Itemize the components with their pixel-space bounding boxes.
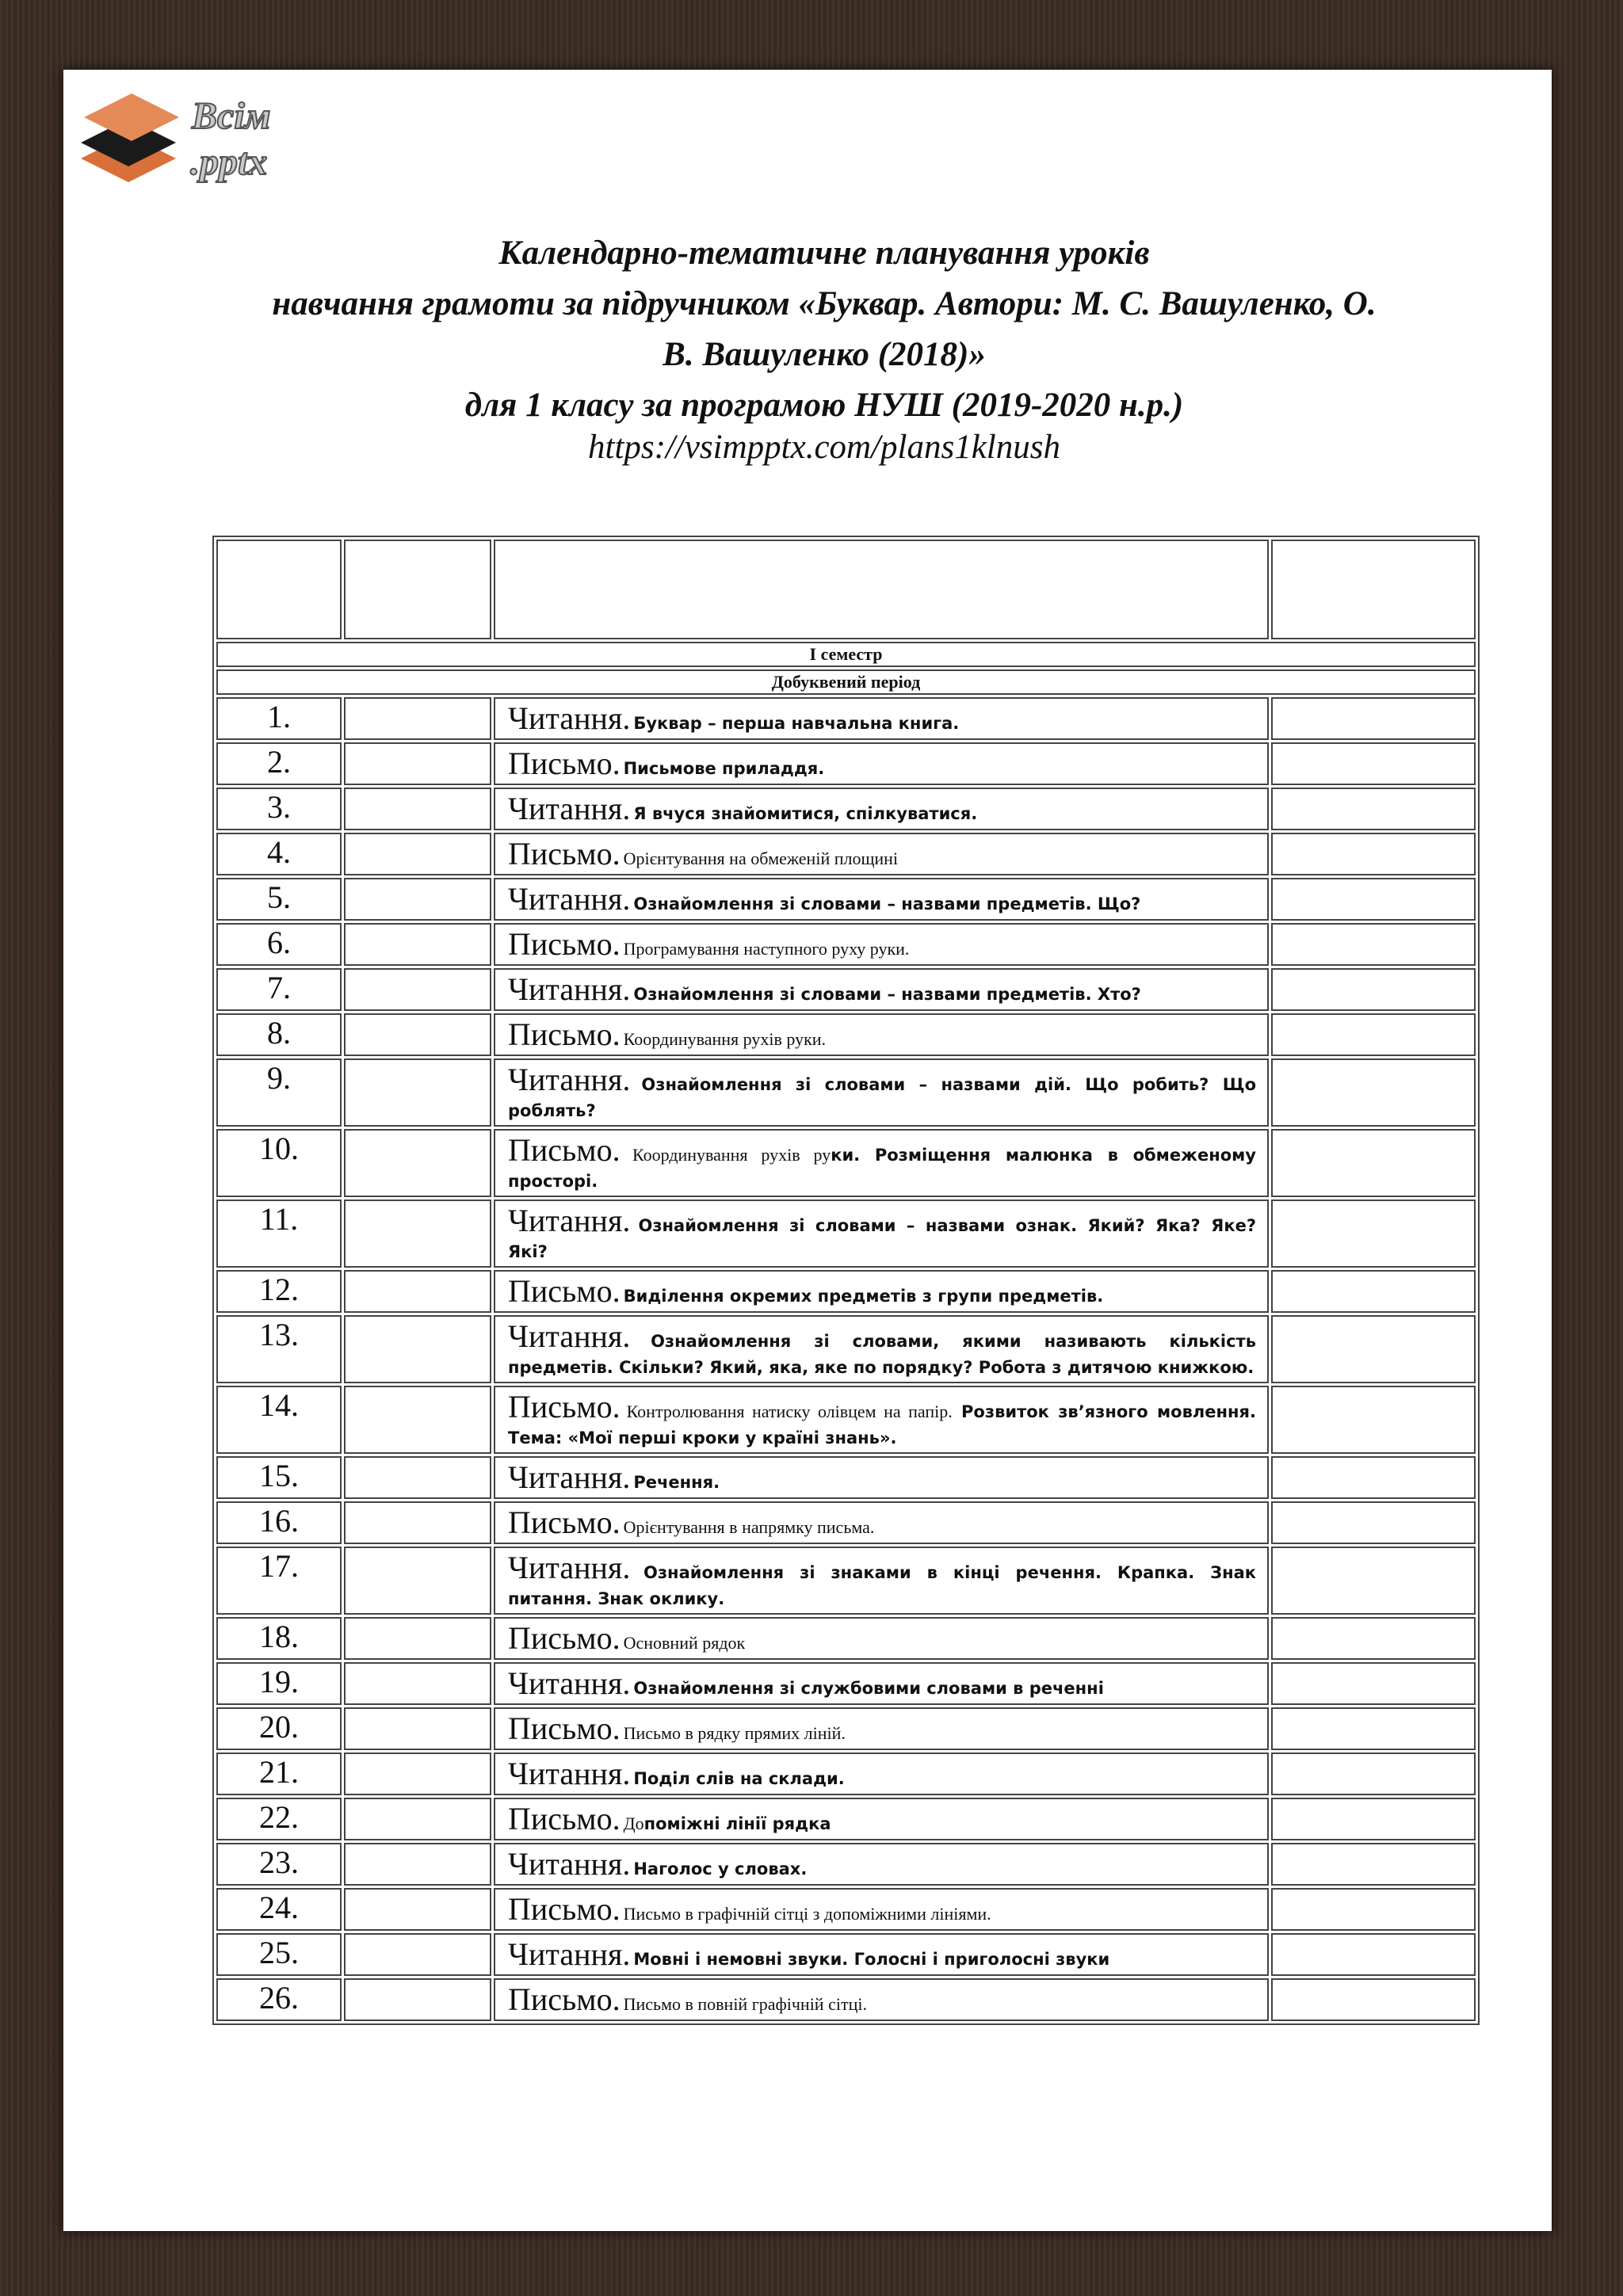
lesson-description: Я вчуся знайомитися, спілкуватися. [633, 804, 978, 823]
lesson-note [1271, 1456, 1476, 1499]
logo-text-line1: Всім [192, 95, 271, 137]
lesson-description: Координування рухів руки. [623, 1029, 827, 1049]
lesson-topic [494, 1617, 1269, 1660]
lesson-note [1271, 1315, 1476, 1383]
lesson-number: 2. [216, 742, 342, 785]
lesson-number: 3. [216, 788, 342, 830]
lesson-number: 12. [216, 1270, 342, 1313]
lesson-date [344, 878, 491, 921]
table-row [216, 1798, 1476, 1840]
lesson-topic [494, 1888, 1269, 1931]
header-cell-note [1271, 540, 1476, 639]
table-row [216, 1753, 1476, 1795]
lesson-number: 9. [216, 1058, 342, 1127]
lesson-description: поміжні лінії рядка [643, 1814, 831, 1833]
table-row [216, 1843, 1476, 1886]
lesson-topic [494, 1662, 1269, 1705]
lesson-number: 17. [216, 1547, 342, 1615]
table-row [216, 1662, 1476, 1705]
lesson-note [1271, 968, 1476, 1011]
lesson-number: 22. [216, 1798, 342, 1840]
lesson-number: 6. [216, 923, 342, 966]
lesson-topic [494, 1547, 1269, 1615]
semester-label: I семестр [216, 642, 1476, 667]
lesson-topic [494, 1013, 1269, 1056]
lesson-date [344, 1662, 491, 1705]
lesson-kind: Читання. [508, 1062, 631, 1097]
lesson-topic [494, 1058, 1269, 1127]
lesson-topic [494, 1843, 1269, 1886]
lesson-date [344, 1547, 491, 1615]
lesson-date [344, 1129, 491, 1197]
lesson-description: Орієнтування в напрямку письма. [623, 1517, 875, 1537]
lesson-kind: Письмо. [508, 1273, 621, 1309]
lesson-kind: Читання. [508, 1665, 631, 1701]
lesson-description: Контролювання натиску олівцем на папір. [626, 1402, 953, 1421]
lesson-number: 1. [216, 697, 342, 740]
lesson-note [1271, 1501, 1476, 1544]
source-url: https://vsimpptx.com/plans1klnush [588, 429, 1060, 466]
lesson-date [344, 1270, 491, 1313]
lesson-kind: Читання. [508, 1318, 631, 1354]
lesson-date [344, 1707, 491, 1750]
lesson-date [344, 923, 491, 966]
lesson-date [344, 1199, 491, 1268]
lesson-note [1271, 1798, 1476, 1840]
lesson-topic [494, 1315, 1269, 1383]
lesson-date [344, 788, 491, 830]
lesson-date [344, 1013, 491, 1056]
lesson-kind: Читання. [508, 1550, 631, 1585]
lesson-kind: Читання. [508, 791, 631, 826]
lesson-description: Письмо в повній графічній сітці. [623, 1994, 867, 2014]
lesson-number: 11. [216, 1199, 342, 1268]
lesson-topic [494, 1456, 1269, 1499]
lesson-number: 8. [216, 1013, 342, 1056]
lesson-description: ки. Розміщення малюнка в обмеженому просторі. [508, 1146, 1256, 1191]
lesson-date [344, 1058, 491, 1127]
lesson-number: 26. [216, 1978, 342, 2021]
lesson-topic [494, 1933, 1269, 1976]
table-row [216, 697, 1476, 740]
lesson-date [344, 1753, 491, 1795]
lesson-kind: Читання. [508, 1846, 631, 1882]
table-row [216, 878, 1476, 921]
lesson-number: 21. [216, 1753, 342, 1795]
lesson-number: 7. [216, 968, 342, 1011]
period-label: Добуквений період [216, 669, 1476, 695]
lesson-number: 13. [216, 1315, 342, 1383]
lesson-date [344, 1933, 491, 1976]
lesson-topic [494, 1386, 1269, 1454]
lesson-note [1271, 923, 1476, 966]
lesson-date [344, 1888, 491, 1931]
lesson-kind: Читання. [508, 971, 631, 1007]
lesson-kind: Читання. [508, 1756, 631, 1791]
lesson-topic [494, 788, 1269, 830]
lesson-description: Орієнтування на обмеженій площині [623, 849, 899, 868]
header-cell-number [216, 540, 342, 639]
title-line: для 1 класу за програмою НУШ (2019-2020 н.р.) [464, 387, 1184, 424]
table-row [216, 1888, 1476, 1931]
lesson-note [1271, 1617, 1476, 1660]
table-row [216, 1707, 1476, 1750]
lesson-note [1271, 1058, 1476, 1127]
title-line: Календарно-тематичне планування уроків [498, 235, 1150, 272]
lesson-date [344, 1978, 491, 2021]
title-line: навчання грамоти за підручником «Буквар. Автори: М. С. Вашуленко, О. [272, 285, 1377, 322]
lesson-topic [494, 697, 1269, 740]
lesson-topic [494, 968, 1269, 1011]
lesson-note [1271, 1547, 1476, 1615]
lesson-note [1271, 1386, 1476, 1454]
lesson-note [1271, 1933, 1476, 1976]
lesson-kind: Читання. [508, 1459, 631, 1495]
document-page [63, 70, 1552, 2231]
lesson-topic [494, 1501, 1269, 1544]
lesson-kind: Письмо. [508, 1132, 621, 1168]
table-row [216, 1978, 1476, 2021]
vsim-pptx-logo [73, 79, 327, 214]
lesson-kind: Читання. [508, 1936, 631, 1972]
table-row [216, 1058, 1476, 1127]
lesson-note [1271, 1662, 1476, 1705]
lesson-date [344, 1798, 491, 1840]
lesson-note [1271, 697, 1476, 740]
lesson-number: 23. [216, 1843, 342, 1886]
table-row [216, 1199, 1476, 1268]
lesson-date [344, 968, 491, 1011]
lesson-date [344, 697, 491, 740]
lesson-description: Координування рухів ру [632, 1145, 831, 1165]
lesson-note [1271, 1888, 1476, 1931]
lesson-note [1271, 833, 1476, 875]
logo-text-line2: .pptx [190, 141, 268, 183]
lesson-description: Письмо в рядку прямих ліній. [623, 1723, 846, 1743]
lesson-description: Ознайомлення зі словами – назвами предметів. Хто? [633, 985, 1141, 1004]
document-title [214, 228, 1434, 431]
lesson-number: 16. [216, 1501, 342, 1544]
table-row [216, 833, 1476, 875]
header-cell-date [344, 540, 491, 639]
lesson-note [1271, 1843, 1476, 1886]
table-row [216, 923, 1476, 966]
lesson-note [1271, 1707, 1476, 1750]
lesson-kind: Письмо. [508, 1801, 621, 1836]
lesson-topic [494, 1798, 1269, 1840]
lesson-kind: Читання. [508, 1203, 631, 1238]
lesson-topic [494, 1270, 1269, 1313]
lesson-date [344, 1501, 491, 1544]
lesson-kind: Письмо. [508, 836, 621, 871]
table-row [216, 1315, 1476, 1383]
table-row [216, 1013, 1476, 1056]
lesson-kind: Письмо. [508, 746, 621, 781]
lesson-topic [494, 878, 1269, 921]
lesson-note [1271, 1129, 1476, 1197]
lesson-description: Речення. [633, 1473, 720, 1492]
table-row [216, 1933, 1476, 1976]
table-row [216, 1547, 1476, 1615]
lesson-note [1271, 1270, 1476, 1313]
lesson-plan-table [212, 536, 1480, 2025]
lesson-number: 5. [216, 878, 342, 921]
lesson-topic [494, 923, 1269, 966]
table-row [216, 1270, 1476, 1313]
lesson-kind: Читання. [508, 700, 631, 736]
lesson-topic [494, 1129, 1269, 1197]
table-header-row [216, 540, 1476, 639]
lesson-topic [494, 1199, 1269, 1268]
lesson-kind: Письмо. [508, 1016, 621, 1052]
lesson-number: 4. [216, 833, 342, 875]
lesson-kind: Письмо. [508, 1981, 621, 2017]
lesson-number: 15. [216, 1456, 342, 1499]
lesson-date [344, 1386, 491, 1454]
lesson-description: Ознайомлення зі словами – назвами дій. Що робить? Що роблять? [508, 1075, 1256, 1120]
lesson-description: Ознайомлення зі словами – назвами ознак. Який? Яка? Яке? Які? [508, 1216, 1256, 1261]
lesson-description: Програмування наступного руху руки. [623, 939, 910, 959]
table-row [216, 1129, 1476, 1197]
lesson-date [344, 1315, 491, 1383]
lesson-kind: Письмо. [508, 1620, 621, 1656]
lesson-topic [494, 1707, 1269, 1750]
lesson-description: Розвиток зв’язного мовлення. Тема: «Мої перші кроки у країні знань». [508, 1402, 1256, 1447]
lesson-description: Основний рядок [623, 1633, 746, 1653]
table-row [216, 1386, 1476, 1454]
lesson-description: Ознайомлення зі знаками в кінці речення. Крапка. Знак питання. Знак оклику. [508, 1563, 1257, 1608]
lesson-topic [494, 1753, 1269, 1795]
lesson-note [1271, 1199, 1476, 1268]
lesson-note [1271, 742, 1476, 785]
lesson-note [1271, 788, 1476, 830]
lesson-description: Ознайомлення зі службовими словами в реченні [633, 1679, 1104, 1698]
lesson-number: 20. [216, 1707, 342, 1750]
lesson-kind: Письмо. [508, 926, 621, 962]
lesson-date [344, 742, 491, 785]
lesson-description: Ознайомлення зі словами, якими називають кількість предметів. Скільки? Який, яка, яке по порядку? Робота з дитячою книжкою. [508, 1332, 1257, 1377]
lesson-note [1271, 1753, 1476, 1795]
lesson-number: 14. [216, 1386, 342, 1454]
lesson-number: 10. [216, 1129, 342, 1197]
lesson-note [1271, 1013, 1476, 1056]
lesson-description: Мовні і немовні звуки. Голосні і приголосні звуки [633, 1950, 1110, 1969]
lesson-kind: Письмо. [508, 1505, 621, 1540]
lesson-description: Буквар – перша навчальна книга. [633, 714, 960, 733]
lesson-note [1271, 878, 1476, 921]
title-line: В. Вашуленко (2018)» [663, 336, 986, 373]
table-row [216, 1456, 1476, 1499]
lesson-topic [494, 742, 1269, 785]
lesson-kind: Письмо. [508, 1891, 621, 1927]
lesson-number: 25. [216, 1933, 342, 1976]
lesson-date [344, 1456, 491, 1499]
lesson-topic [494, 1978, 1269, 2021]
lesson-note [1271, 1978, 1476, 2021]
lesson-number: 19. [216, 1662, 342, 1705]
table-row [216, 1617, 1476, 1660]
period-row [216, 669, 1476, 695]
lesson-date [344, 1617, 491, 1660]
lesson-date [344, 1843, 491, 1886]
table-row [216, 788, 1476, 830]
lesson-kind: Письмо. [508, 1389, 621, 1425]
lesson-number: 24. [216, 1888, 342, 1931]
lesson-description: Виділення окремих предметів з групи предметів. [623, 1287, 1104, 1306]
table-row [216, 1501, 1476, 1544]
lesson-kind: Письмо. [508, 1711, 621, 1746]
table-row [216, 968, 1476, 1011]
lesson-description: Наголос у словах. [633, 1859, 808, 1878]
lesson-description: Поділ слів на склади. [633, 1769, 845, 1788]
lesson-description: Ознайомлення зі словами – назвами предметів. Що? [633, 894, 1141, 913]
lesson-description: Письмо в графічній сітці з допоміжними лініями. [623, 1904, 991, 1924]
lesson-description: До [623, 1814, 644, 1833]
header-cell-topic [494, 540, 1269, 639]
semester-row [216, 642, 1476, 667]
lesson-topic [494, 833, 1269, 875]
lesson-date [344, 833, 491, 875]
lesson-description: Письмове приладдя. [623, 759, 825, 778]
table-row [216, 742, 1476, 785]
lesson-kind: Читання. [508, 881, 631, 917]
lesson-number: 18. [216, 1617, 342, 1660]
